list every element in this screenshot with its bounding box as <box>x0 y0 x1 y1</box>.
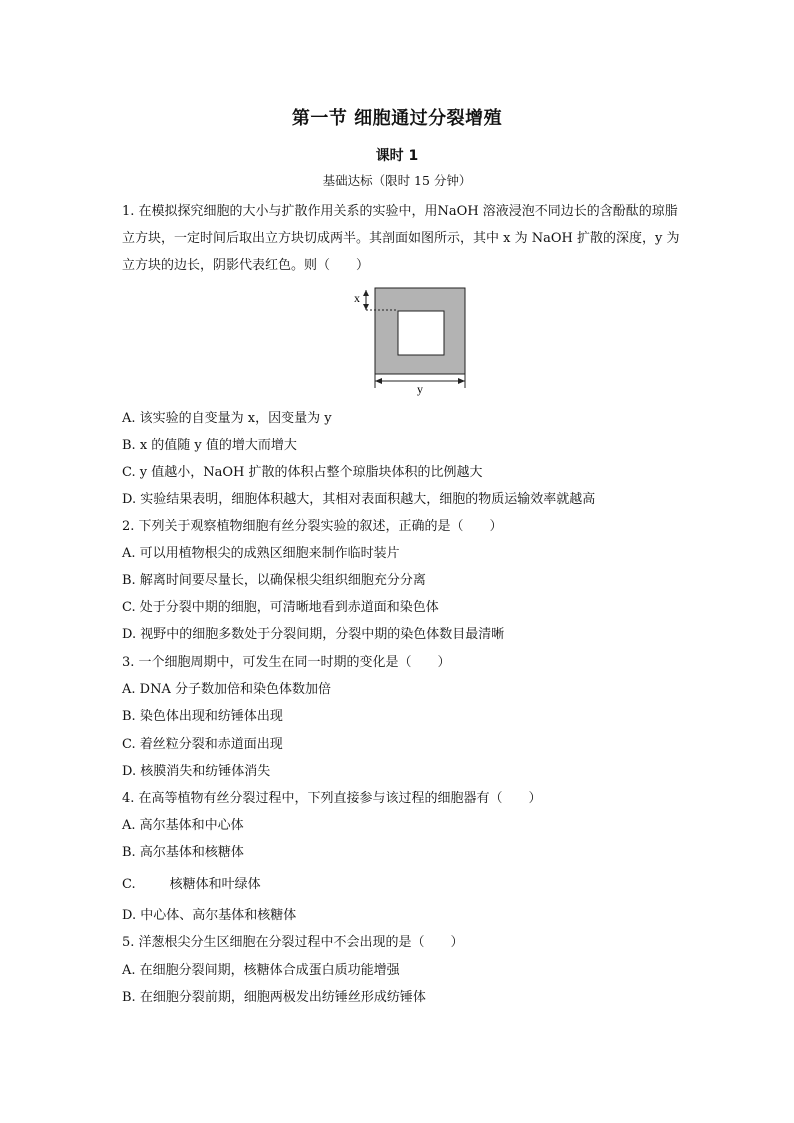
section-heading: 基础达标（限时 15 分钟） <box>322 173 472 188</box>
question-4-stem: 4. 在高等植物有丝分裂过程中，下列直接参与该过程的细胞器有（ ） <box>122 791 542 806</box>
y-arrow-left-icon <box>375 378 382 384</box>
q4-option-d: D. 中心体、高尔基体和核糖体 <box>122 908 297 923</box>
q4-option-a: A. 高尔基体和中心体 <box>122 818 244 833</box>
q3-option-c: C. 着丝粒分裂和赤道面出现 <box>122 737 283 752</box>
question-5-stem: 5. 洋葱根尖分生区细胞在分裂过程中不会出现的是（ ） <box>122 935 464 950</box>
q4-option-c-letter: C. <box>122 877 136 892</box>
q4-option-c-text: 核糖体和叶绿体 <box>169 877 261 892</box>
q1-option-c: C. y 值越小，NaOH 扩散的体积占整个琼脂块体积的比例越大 <box>122 465 483 480</box>
page-title: 第一节 细胞通过分裂增殖 <box>291 108 503 129</box>
q1-option-d: D. 实验结果表明，细胞体积越大，其相对表面积越大，细胞的物质运输效率就越高 <box>122 492 596 507</box>
q3-option-b: B. 染色体出现和纺锤体出现 <box>122 709 283 724</box>
q1-option-a: A. 该实验的自变量为 x，因变量为 y <box>122 411 332 426</box>
x-label: x <box>354 291 360 305</box>
question-1-stem: 1. 在模拟探究细胞的大小与扩散作用关系的实验中，用NaOH 溶液浸泡不同边长的含酚酞的琼脂立方块，一定时间后取出立方块切成两半。其剖面如图所示，其中 x 为 NaOH 扩散的深度，y 为立方块的边长，阴影代表红色。则（ ） <box>122 204 680 273</box>
x-arrow-bottom-icon <box>363 304 369 310</box>
y-label: y <box>417 382 423 396</box>
q2-option-a: A. 可以用植物根尖的成熟区细胞来制作临时装片 <box>122 546 400 561</box>
inner-unstained-square <box>398 311 444 355</box>
agar-cube-diagram <box>350 284 470 396</box>
q5-option-b: B. 在细胞分裂前期，细胞两极发出纺锤丝形成纺锤体 <box>122 990 426 1005</box>
q3-option-a: A. DNA 分子数加倍和染色体数加倍 <box>122 682 331 697</box>
q2-option-d: D. 视野中的细胞多数处于分裂间期，分裂中期的染色体数目最清晰 <box>122 627 505 642</box>
question-2-stem: 2. 下列关于观察植物细胞有丝分裂实验的叙述，正确的是（ ） <box>122 519 503 534</box>
q3-option-d: D. 核膜消失和纺锤体消失 <box>122 764 271 779</box>
q4-option-c <box>122 873 261 892</box>
q2-option-b: B. 解离时间要尽量长，以确保根尖组织细胞充分分离 <box>122 573 426 588</box>
q1-option-b: B. x 的值随 y 值的增大而增大 <box>122 438 297 453</box>
q4-option-b: B. 高尔基体和核糖体 <box>122 845 244 860</box>
q5-option-a: A. 在细胞分裂间期，核糖体合成蛋白质功能增强 <box>122 963 400 978</box>
x-arrow-top-icon <box>363 290 369 296</box>
q2-option-c: C. 处于分裂中期的细胞，可清晰地看到赤道面和染色体 <box>122 600 439 615</box>
y-arrow-right-icon <box>458 378 465 384</box>
lesson-subtitle: 课时 1 <box>375 148 419 164</box>
question-3-stem: 3. 一个细胞周期中，可发生在同一时期的变化是（ ） <box>122 655 451 670</box>
